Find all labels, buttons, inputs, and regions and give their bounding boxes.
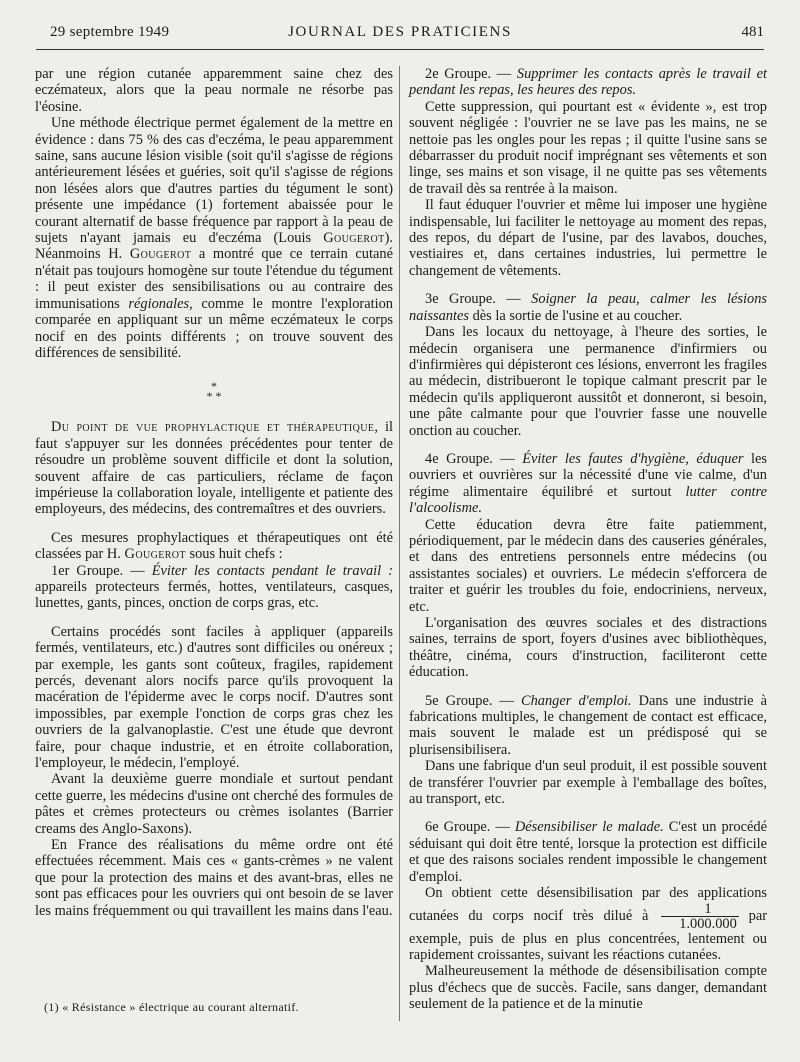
group-title: Désensibiliser le malade. (514, 819, 664, 836)
group-4-paragraph: 4e Groupe. — Éviter les fautes d'hygiène, éduquer les ouvriers et ouvrières sur la nécessité d'une vie calme, d'un régime alimentaire équilibré et surtout lutter contre l'alcoolisme. (409, 450, 768, 517)
paragraph: Ces mesures prophylactiques et thérapeutiques ont été classées par H. Gougerot sous huit chefs : (35, 529, 393, 563)
right-column (409, 66, 767, 1013)
paragraph: Cette suppression, qui pourtant est « évidente », est trop souvent négligée : l'ouvrier ne se lave pas les mains, ne se nettoie pas les ongles pour les repas ; il quitte l'usine sans se débarrasser du produit nocif imprégnant ses vêtements et son linge, ses mains et son visage, il ne quitte pas ses vêtements de travail dès sa rentrée à la maison. (409, 98, 767, 197)
group-title: Soigner la peau, calmer les lésions naissantes (409, 291, 767, 324)
footnote: (1) « Résistance » électrique au courant alternatif. (44, 1000, 299, 1014)
paragraph: L'organisation des œuvres sociales et des distractions saines, terrains de sport, foyers d'usines avec bibliothèques, théâtre, cinéma, cours d'instruction, faciliteront cette éducation. (409, 615, 767, 681)
group-5-paragraph: 5e Groupe. — Changer d'emploi. Dans une industrie à fabrications multiples, le changement de contact est efficace, mais souvent le malade est un prédisposé qui se plurisensibilisera. (409, 692, 767, 758)
paragraph: Il faut éduquer l'ouvrier et même lui imposer une hygiène indispensable, lui faciliter le nettoyage au moment des repas, des repos, du départ de l'usine, par des lavabos, douches, vestiaires et, dans certaines industries, lui permettre le changement de vêtements. (409, 197, 767, 279)
author-name: Gougerot (129, 246, 192, 263)
paragraph: En France des réalisations du même ordre ont été effectuées récemment. Mais ces « gants-crèmes » ne valent que pour la protection des mains et des avant-bras, elles ne sont pas efficaces pour les ouvriers qui ont besoin de se laver les mains fréquemment ou qui travaillent les mains dans l'eau. (35, 837, 393, 919)
group-title: Supprimer les contacts après le travail et pendant les repas, les heures des repos. (409, 66, 767, 99)
issue-date: 29 septembre 1949 (50, 24, 170, 40)
paragraph: Du point de vue prophylactique et thérapeutique, il faut s'appuyer sur les données précédentes pour tenter de résoudre un problème souvent difficile et dont la solution, souvent affaire de cas particuliers, réclame de façon impérieuse la collaboration loyale, intelligente et patiente des employeurs, des médecins, des contremaîtres et des ouvriers. (35, 419, 393, 518)
group-6-paragraph: 6e Groupe. — Désensibiliser le malade. C'est un procédé séduisant qui doit être tenté, lorsque la protection est difficile et que des raisons sociales rendent impossible le changement d'emploi. (409, 819, 767, 885)
paragraph: On obtient cette désensibilisation par des applications cutanées du corps nocif très dilué à $\frac{1}{1.000.000}$ par exemple, puis de plus en plus concentrées, lentement ou rapidement croissantes, suivant les réactions cutanées. (409, 885, 767, 963)
paragraph: Malheureusement la méthode de désensibilisation compte plus d'échecs que de succès. Facile, sans danger, demandant seulement de la patience et de la minutie (409, 963, 767, 1013)
group-title: Changer d'emploi. (521, 692, 632, 709)
section-heading: Du point de vue prophylactique et thérapeutique, (51, 419, 379, 436)
author-name: Gougerot (124, 546, 186, 563)
paragraph: par une région cutanée apparemment saine chez des eczémateux, alors que la peau normale ne résorbe pas l'éosine. (35, 66, 393, 115)
column-separator (399, 66, 400, 1021)
paragraph: Avant la deuxième guerre mondiale et surtout pendant cette guerre, les médecins d'usine ont cherché des formules de pâtes et crèmes protecteurs ou crèmes isolantes (Barrier creams des Anglo-Saxons). (35, 771, 393, 837)
paragraph: Cette éducation devra être faite patiemment, périodiquement, par le médecin dans des causeries générales, et dans des entretiens personnels entre médecins (ou assistantes sociales) et ouvriers. Le médecin s'efforcera de traiter et guérir les troubles du foie, endocriniens, nerveux, etc. (409, 516, 767, 615)
group-title: Éviter les contacts pendant le travail : (151, 562, 393, 579)
group-1-paragraph: 1er Groupe. — Éviter les contacts pendant le travail : appareils protecteurs fermés, hottes, ventilateurs, casques, lunettes, gants, pinces, onction de corps gras, etc. (35, 562, 393, 612)
group-title: Éviter les fautes d'hygiène, éduquer (522, 450, 744, 467)
group-3-paragraph: 3e Groupe. — Soigner la peau, calmer les lésions naissantes dès la sortie de l'usine et au coucher. (409, 291, 767, 324)
dilution-fraction: $\frac{1}{1.000.000}$ (661, 902, 739, 931)
author-name: Gougerot (323, 230, 385, 247)
paragraph: Dans une fabrique d'un seul produit, il est possible souvent de transférer l'ouvrier par exemple à l'emballage des boîtes, au transport, etc. (409, 758, 767, 808)
page-number: 481 (741, 24, 764, 40)
paragraph: Dans les locaux du nettoyage, à l'heure des sorties, le médecin organisera une permanence d'infirmiers ou d'infirmières qui dépisteront ces lésions, enverront les fragiles au médecin, distribueront le topique calmant prescrit par le médecin qu'ils appliqueront aussitôt et donneront, si besoin, une pâte calmante pour que l'ouvrier fasse une nouvelle onction au coucher. (409, 324, 767, 439)
group-2-paragraph: 2e Groupe. — Supprimer les contacts après le travail et pendant les repas, les heures des repos. (409, 66, 767, 99)
paragraph: Une méthode électrique permet également de la mettre en évidence : dans 75 % des cas d'eczéma, le peau apparemment saine, sans aucune lésion visible (soit qu'il s'agisse de régions antérieurement lésées et guéries, soit qu'il s'agisse de régions non lésées alors que d'autres parties du tégument le sont) présente une impédance (1) fortement abaissée pour le courant alternatif de basse fréquence par rapport à la peau de sujets n'ayant jamais eu d'eczéma (Louis Gougerot). Néanmoins H. Gougerot a montré que ce terrain cutané n'était pas toujours homogène sur toute l'étendue du tégument : il peut exister des sensibilisations ou au contraire des immunisations régionales, comme le montre l'exploration comparée en appliquant sur un même eczémateux le corps nocif en des points différents ; on trouve souvent des différences de sensibilité. (35, 115, 393, 361)
journal-title: JOURNAL DES PRATICIENS (288, 24, 512, 40)
section-separator-asterisks: * * * (206, 379, 222, 404)
page-header (36, 22, 764, 44)
left-column (35, 66, 393, 919)
header-rule (36, 49, 764, 50)
paragraph: Certains procédés sont faciles à appliquer (appareils fermés, ventilateurs, etc.) d'autres sont difficiles ou onéreux ; par exemple, les gants sont coûteux, fragiles, rapidement percés, devenant alors nocifs parce qu'ils provoquent la macération de l'épiderme avec le corps nocif. D'autres sont impossibles, par exemple l'onction de corps gras chez les ouvriers de la galvanoplastie. C'est une étude que devront faire, pour chaque industrie, et en étroite collaboration, l'employeur, le médecin, l'employé. (35, 623, 393, 772)
